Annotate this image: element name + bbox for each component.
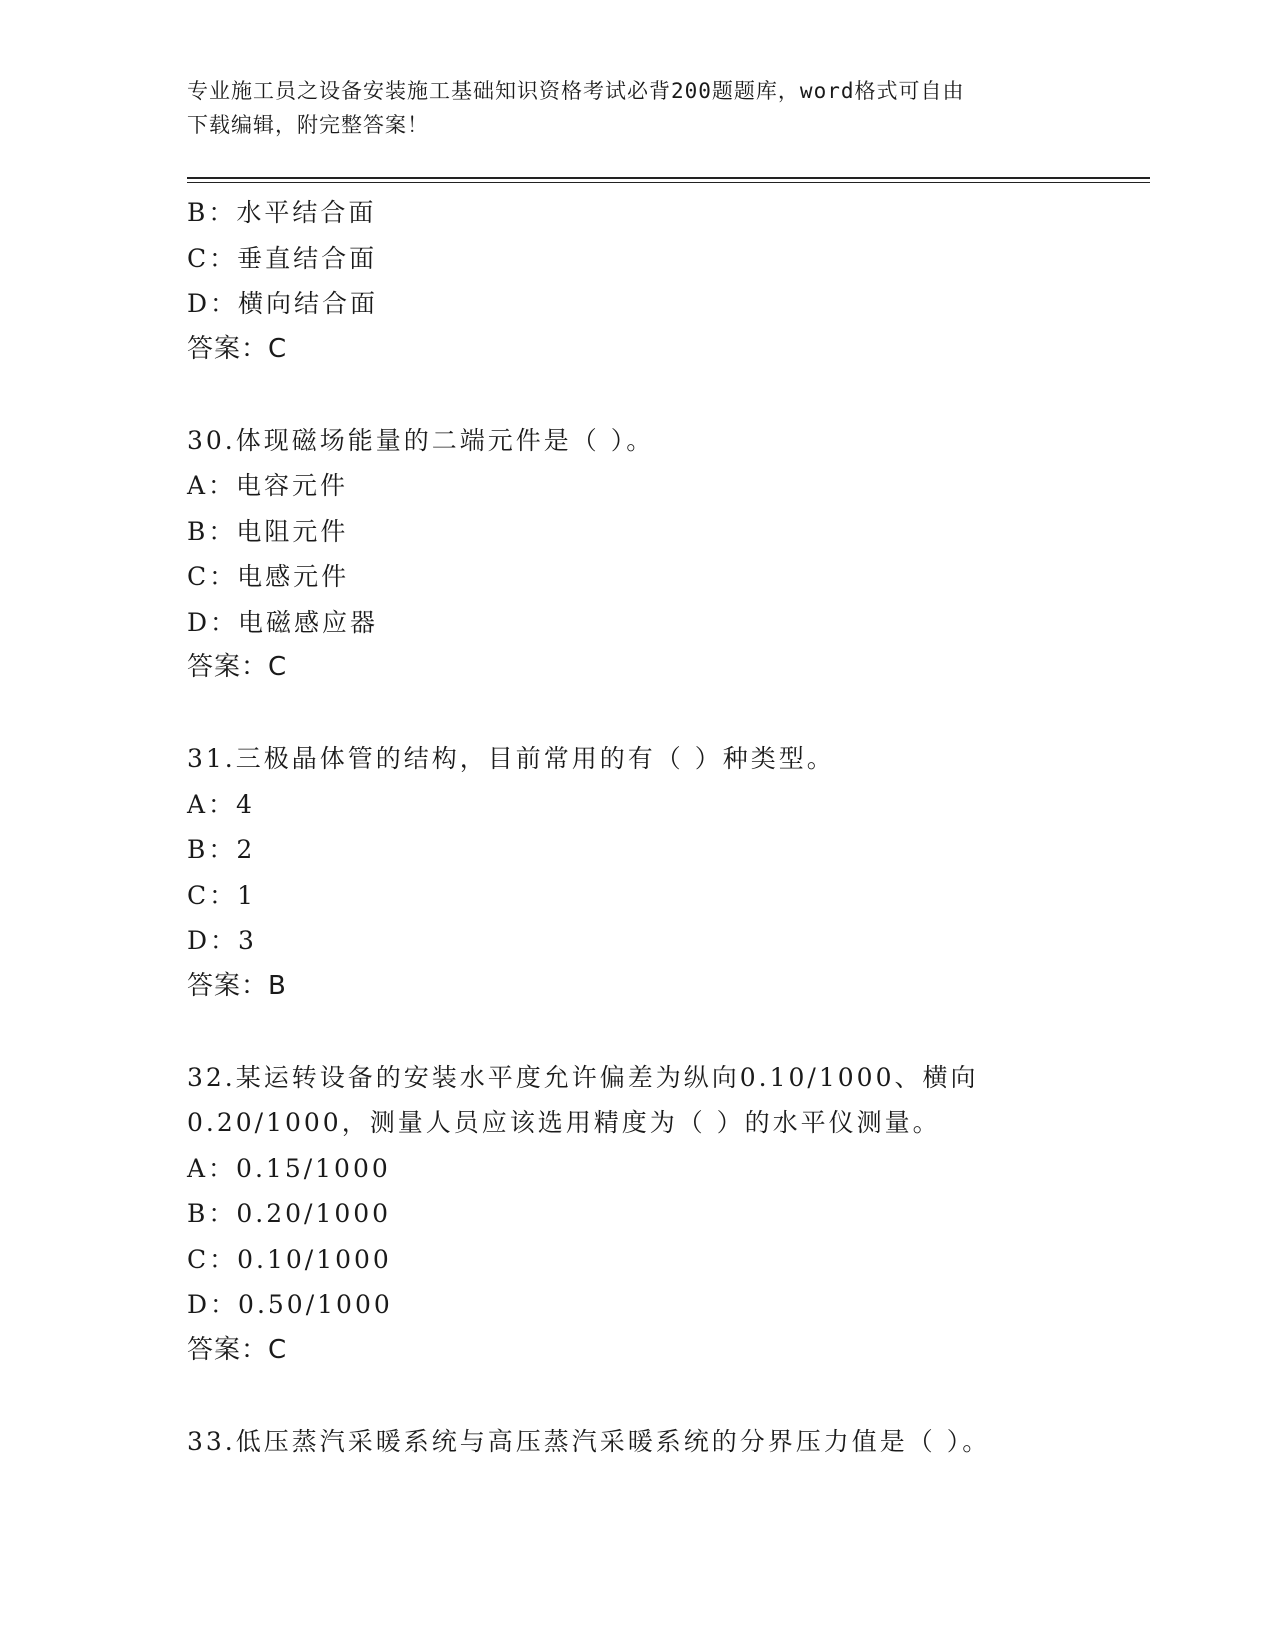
header-title-line-2: 下载编辑，附完整答案！ [187, 113, 429, 137]
question-stem: 33.低压蒸汽采暖系统与高压蒸汽采暖系统的分界压力值是（ ）。 [187, 1426, 991, 1456]
answer-line: 答案：B [187, 970, 287, 1001]
option-c: C：0.10/1000 [187, 1244, 392, 1274]
spacer [187, 1373, 1150, 1419]
spacer [187, 372, 1150, 418]
question-stem-line-1: 32.某运转设备的安装水平度允许偏差为纵向0.10/1000、横向 [187, 1062, 979, 1092]
option-a: A：4 [187, 789, 255, 819]
option-a: A：0.15/1000 [187, 1153, 391, 1183]
option-b: B：电阻元件 [187, 516, 349, 546]
question-fragment [187, 190, 1150, 372]
option-d: D：电磁感应器 [187, 607, 379, 637]
option-b: B：2 [187, 835, 256, 864]
option-d: D：3 [187, 926, 257, 955]
option-d: D：横向结合面 [187, 289, 379, 318]
option-c: C：垂直结合面 [187, 243, 378, 273]
question-33 [187, 1419, 1150, 1465]
option-c: C：1 [187, 880, 257, 910]
option-b: B：水平结合面 [187, 198, 377, 227]
spacer [187, 691, 1150, 737]
answer-line: 答案：C [187, 333, 288, 364]
header-divider-thick [187, 177, 1150, 179]
question-list [187, 190, 1150, 1464]
answer-line: 答案：C [187, 1334, 288, 1365]
question-stem: 31.三极晶体管的结构，目前常用的有（ ）种类型。 [187, 744, 835, 773]
option-b: B：0.20/1000 [187, 1199, 392, 1228]
header-divider-thin [187, 182, 1150, 183]
question-stem-line-2: 0.20/1000，测量人员应该选用精度为（ ）的水平仪测量。 [187, 1108, 941, 1137]
option-d: D：0.50/1000 [187, 1290, 393, 1319]
question-stem: 30.体现磁场能量的二端元件是（ ）。 [187, 425, 655, 455]
question-32 [187, 1055, 1150, 1374]
header-title-line-1: 专业施工员之设备安装施工基础知识资格考试必背200题题库，word格式可自由 [187, 79, 965, 103]
answer-line: 答案：C [187, 652, 288, 682]
option-c: C：电感元件 [187, 562, 350, 591]
question-31 [187, 736, 1150, 1009]
question-30 [187, 418, 1150, 691]
option-a: A：电容元件 [187, 471, 349, 500]
document-header [187, 74, 1067, 142]
spacer [187, 1009, 1150, 1055]
